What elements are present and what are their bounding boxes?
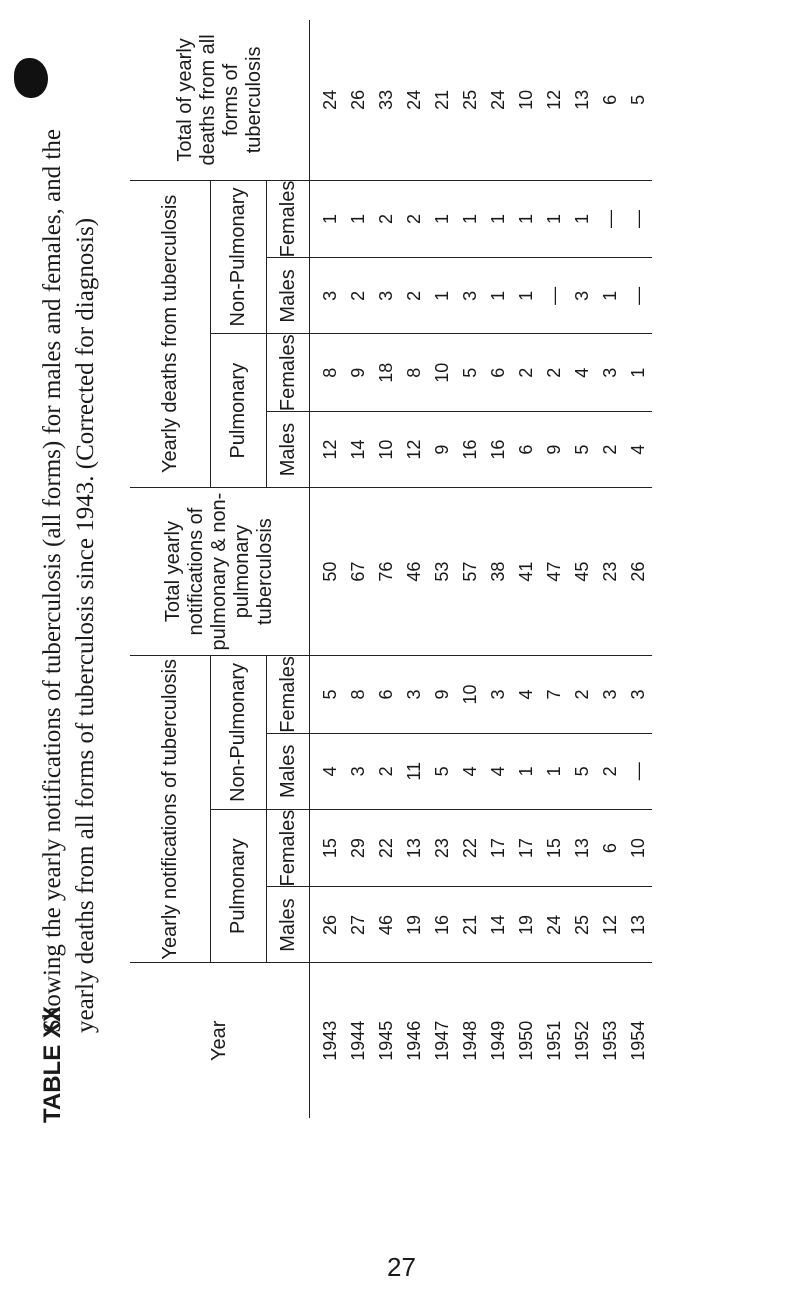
notif-nonpulm-males-cell: 5 [568, 733, 596, 809]
notif-pulm-males-cell: 12 [596, 887, 624, 963]
notif-nonpulm-females-cell: 5 [310, 656, 345, 734]
total-notifications-cell: 26 [624, 488, 652, 656]
notif-nonpulm-males-cell: 11 [400, 733, 428, 809]
header-males: Males [267, 412, 310, 488]
table-body [310, 20, 653, 1118]
year-cell: 1954 [627, 1020, 648, 1061]
death-nonpulm-males-cell: — [624, 258, 652, 334]
death-pulm-females-cell: 8 [310, 334, 345, 412]
death-nonpulm-males-cell: 2 [344, 258, 372, 334]
total-notifications-cell: 46 [400, 488, 428, 656]
death-nonpulm-females-cell: — [596, 180, 624, 258]
year-cell: 1944 [347, 1020, 368, 1061]
death-nonpulm-males-cell: 3 [310, 258, 345, 334]
notif-pulm-females-cell: 13 [568, 809, 596, 887]
total-notifications-cell: 57 [456, 488, 484, 656]
header-males: Males [267, 887, 310, 963]
death-pulm-males-cell: 6 [512, 412, 540, 488]
table-row [310, 20, 345, 1118]
death-pulm-females-cell: 2 [512, 334, 540, 412]
total-deaths-cell: 13 [568, 20, 596, 180]
notif-pulm-males-cell: 14 [484, 887, 512, 963]
death-pulm-females-cell: 18 [372, 334, 400, 412]
notif-nonpulm-males-cell: 4 [484, 733, 512, 809]
notif-nonpulm-males-cell: 3 [344, 733, 372, 809]
header-year: Year [130, 963, 310, 1118]
notif-pulm-males-cell: 19 [512, 887, 540, 963]
header-notifications: Yearly notifications of tuberculosis [130, 656, 211, 963]
death-nonpulm-females-cell: 1 [568, 180, 596, 258]
table-row [400, 20, 428, 1118]
year-cell: 1947 [431, 1020, 452, 1061]
notif-nonpulm-males-cell: 2 [596, 733, 624, 809]
notif-nonpulm-females-cell: 10 [456, 656, 484, 734]
death-nonpulm-males-cell: 3 [372, 258, 400, 334]
notif-pulm-females-cell: 23 [428, 809, 456, 887]
header-females: Females [267, 656, 310, 734]
table-row [344, 20, 372, 1118]
notif-pulm-females-cell: 10 [624, 809, 652, 887]
header-death-pulmonary: Pulmonary [211, 334, 267, 488]
death-pulm-males-cell: 10 [372, 412, 400, 488]
total-notifications-cell: 45 [568, 488, 596, 656]
total-deaths-cell: 10 [512, 20, 540, 180]
total-notifications-cell: 47 [540, 488, 568, 656]
total-notifications-cell: 76 [372, 488, 400, 656]
death-nonpulm-males-cell: 1 [596, 258, 624, 334]
total-deaths-cell: 25 [456, 20, 484, 180]
header-deaths: Yearly deaths from tuberculosis [130, 180, 211, 487]
notif-nonpulm-females-cell: 2 [568, 656, 596, 734]
notif-nonpulm-males-cell: 1 [540, 733, 568, 809]
total-deaths-cell: 24 [310, 20, 345, 180]
notif-pulm-males-cell: 24 [540, 887, 568, 963]
notif-pulm-females-cell: 29 [344, 809, 372, 887]
total-notifications-cell: 41 [512, 488, 540, 656]
year-cell: 1951 [543, 1020, 564, 1061]
header-females: Females [267, 180, 310, 258]
notif-nonpulm-females-cell: 3 [596, 656, 624, 734]
total-deaths-cell: 21 [428, 20, 456, 180]
death-pulm-females-cell: 4 [568, 334, 596, 412]
header-notif-pulmonary: Pulmonary [211, 809, 267, 963]
tuberculosis-table [130, 20, 652, 1118]
death-nonpulm-males-cell: — [540, 258, 568, 334]
year-cell: 1949 [487, 1020, 508, 1061]
notif-pulm-females-cell: 22 [456, 809, 484, 887]
notif-pulm-females-cell: 17 [484, 809, 512, 887]
total-notifications-cell: 67 [344, 488, 372, 656]
death-pulm-males-cell: 16 [484, 412, 512, 488]
death-pulm-males-cell: 14 [344, 412, 372, 488]
notif-nonpulm-females-cell: 7 [540, 656, 568, 734]
table-row [624, 20, 652, 1118]
death-nonpulm-females-cell: 1 [540, 180, 568, 258]
year-cell: 1946 [403, 1020, 424, 1061]
table-row [568, 20, 596, 1118]
notif-pulm-males-cell: 46 [372, 887, 400, 963]
notif-pulm-females-cell: 15 [310, 809, 345, 887]
header-females: Females [267, 809, 310, 887]
notif-pulm-females-cell: 15 [540, 809, 568, 887]
total-deaths-cell: 5 [624, 20, 652, 180]
death-nonpulm-males-cell: 1 [512, 258, 540, 334]
death-pulm-males-cell: 9 [540, 412, 568, 488]
death-pulm-females-cell: 6 [484, 334, 512, 412]
notif-pulm-males-cell: 26 [310, 887, 345, 963]
death-pulm-males-cell: 9 [428, 412, 456, 488]
header-notif-non-pulmonary: Non-Pulmonary [211, 656, 267, 810]
death-pulm-females-cell: 3 [596, 334, 624, 412]
title-line-2: yearly deaths from all forms of tuberculosis since 1943. (Corrected for diagnosis) [72, 217, 99, 1033]
year-cell: 1945 [375, 1020, 396, 1061]
notif-pulm-males-cell: 13 [624, 887, 652, 963]
death-pulm-males-cell: 2 [596, 412, 624, 488]
total-deaths-cell: 33 [372, 20, 400, 180]
death-nonpulm-males-cell: 1 [484, 258, 512, 334]
death-nonpulm-females-cell: 1 [310, 180, 345, 258]
header-males: Males [267, 258, 310, 334]
death-pulm-males-cell: 16 [456, 412, 484, 488]
notif-nonpulm-females-cell: 8 [344, 656, 372, 734]
notif-pulm-males-cell: 16 [428, 887, 456, 963]
notif-nonpulm-males-cell: 5 [428, 733, 456, 809]
header-males: Males [267, 733, 310, 809]
notif-nonpulm-males-cell: 4 [456, 733, 484, 809]
death-nonpulm-females-cell: 1 [512, 180, 540, 258]
death-nonpulm-males-cell: 1 [428, 258, 456, 334]
notif-nonpulm-males-cell: 4 [310, 733, 345, 809]
death-pulm-males-cell: 12 [400, 412, 428, 488]
death-pulm-females-cell: 2 [540, 334, 568, 412]
header-females: Females [267, 334, 310, 412]
table-row [540, 20, 568, 1118]
notif-nonpulm-females-cell: 3 [400, 656, 428, 734]
table-row [512, 20, 540, 1118]
death-pulm-females-cell: 8 [400, 334, 428, 412]
table-label: TABLE XX [39, 1006, 66, 1123]
total-deaths-cell: 12 [540, 20, 568, 180]
header-total-deaths: Total of yearly deaths from all forms of tuberculosis [130, 20, 310, 180]
total-notifications-cell: 53 [428, 488, 456, 656]
table-row [456, 20, 484, 1118]
death-pulm-males-cell: 5 [568, 412, 596, 488]
total-notifications-cell: 38 [484, 488, 512, 656]
year-cell: 1948 [459, 1020, 480, 1061]
year-cell: 1943 [319, 1020, 340, 1061]
notif-pulm-females-cell: 13 [400, 809, 428, 887]
table-row [428, 20, 456, 1118]
death-pulm-females-cell: 5 [456, 334, 484, 412]
table-row [484, 20, 512, 1118]
page-number: 27 [387, 1252, 416, 1282]
death-nonpulm-females-cell: 2 [372, 180, 400, 258]
notif-pulm-females-cell: 6 [596, 809, 624, 887]
header-total-notifications: Total yearly notifications of pulmonary & non-pulmonary tuberculosis [130, 488, 310, 656]
death-pulm-males-cell: 4 [624, 412, 652, 488]
notif-pulm-males-cell: 25 [568, 887, 596, 963]
notif-nonpulm-females-cell: 3 [624, 656, 652, 734]
notif-nonpulm-females-cell: 3 [484, 656, 512, 734]
total-deaths-cell: 26 [344, 20, 372, 180]
table-row [596, 20, 624, 1118]
notif-nonpulm-males-cell: 2 [372, 733, 400, 809]
year-cell: 1953 [599, 1020, 620, 1061]
death-pulm-females-cell: 10 [428, 334, 456, 412]
death-nonpulm-females-cell: 1 [484, 180, 512, 258]
notif-nonpulm-females-cell: 4 [512, 656, 540, 734]
year-cell: 1950 [515, 1020, 536, 1061]
table-row [372, 20, 400, 1118]
death-pulm-males-cell: 12 [310, 412, 345, 488]
death-nonpulm-males-cell: 3 [456, 258, 484, 334]
notif-pulm-males-cell: 27 [344, 887, 372, 963]
notif-nonpulm-males-cell: 1 [512, 733, 540, 809]
death-nonpulm-females-cell: — [624, 180, 652, 258]
notif-pulm-males-cell: 21 [456, 887, 484, 963]
death-pulm-females-cell: 1 [624, 334, 652, 412]
table-title [36, 0, 102, 1123]
death-nonpulm-females-cell: 1 [344, 180, 372, 258]
total-deaths-cell: 6 [596, 20, 624, 180]
death-nonpulm-males-cell: 2 [400, 258, 428, 334]
year-cell: 1952 [571, 1020, 592, 1061]
death-pulm-females-cell: 9 [344, 334, 372, 412]
notif-pulm-females-cell: 17 [512, 809, 540, 887]
total-deaths-cell: 24 [400, 20, 428, 180]
notif-pulm-females-cell: 22 [372, 809, 400, 887]
title-line-1: Showing the yearly notifications of tuberculosis (all forms) for males and females, and the [39, 129, 66, 1033]
notif-nonpulm-females-cell: 6 [372, 656, 400, 734]
total-notifications-cell: 50 [310, 488, 345, 656]
death-nonpulm-males-cell: 3 [568, 258, 596, 334]
notif-nonpulm-females-cell: 9 [428, 656, 456, 734]
death-nonpulm-females-cell: 1 [428, 180, 456, 258]
header-death-non-pulmonary: Non-Pulmonary [211, 180, 267, 334]
notif-nonpulm-males-cell: — [624, 733, 652, 809]
death-nonpulm-females-cell: 1 [456, 180, 484, 258]
total-deaths-cell: 24 [484, 20, 512, 180]
death-nonpulm-females-cell: 2 [400, 180, 428, 258]
notif-pulm-males-cell: 19 [400, 887, 428, 963]
total-notifications-cell: 23 [596, 488, 624, 656]
